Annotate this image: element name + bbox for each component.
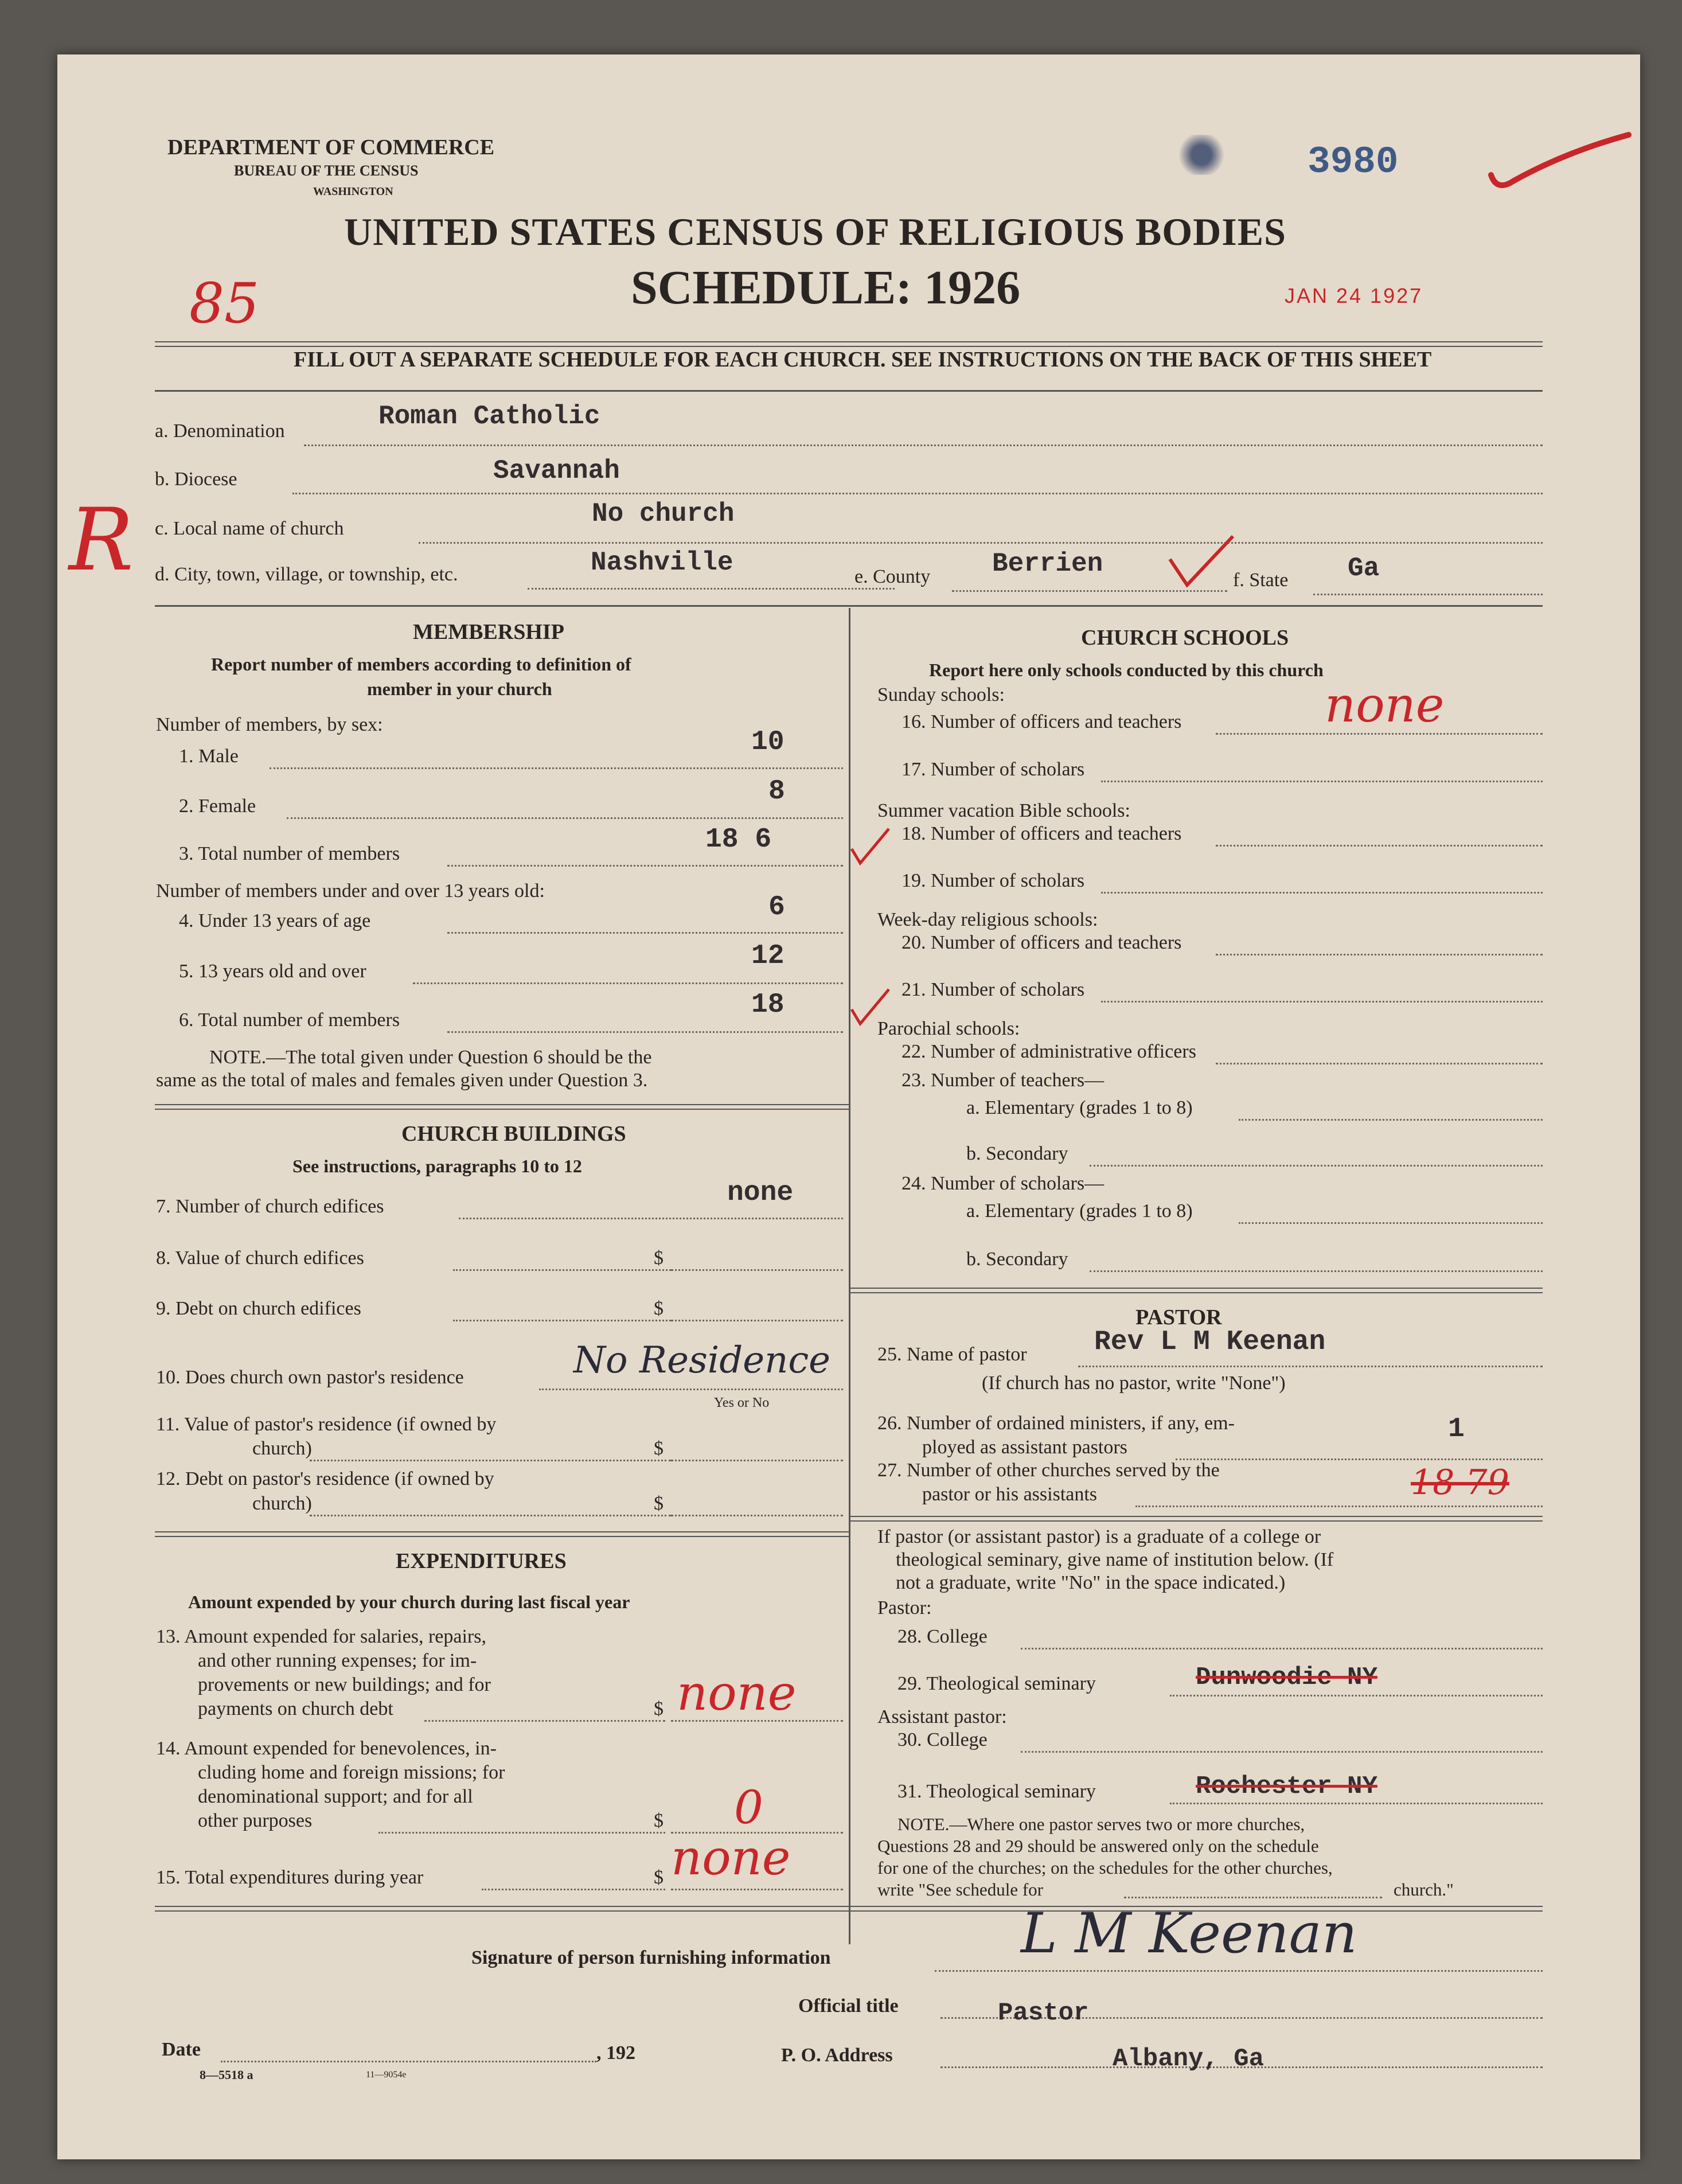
- official-title-label: Official title: [798, 1995, 899, 2017]
- q9-line: [453, 1320, 671, 1321]
- county-value: Berrien: [992, 549, 1103, 579]
- q11-amount-line: [671, 1460, 843, 1461]
- q17-label: 17. Number of scholars: [902, 759, 1085, 780]
- q3-label: 3. Total number of members: [179, 843, 400, 864]
- schools-rule: [850, 1288, 1543, 1293]
- diocese-line: [292, 493, 1543, 494]
- q25-line: [1078, 1366, 1543, 1367]
- q7-label: 7. Number of church edifices: [156, 1196, 384, 1217]
- q22-label: 22. Number of administrative officers: [902, 1041, 1196, 1062]
- membership-note-2: same as the total of males and females given under Question 3.: [156, 1070, 648, 1091]
- q24-label: 24. Number of scholars—: [902, 1173, 1105, 1194]
- q4-value: 6: [768, 892, 785, 923]
- q25-note: (If church has no pastor, write "None"): [982, 1372, 1286, 1394]
- assistant-pastor-label: Assistant pastor:: [877, 1706, 1007, 1727]
- check-mark-icon: [1480, 123, 1640, 198]
- q1-line: [270, 767, 843, 769]
- graduate-note-2: theological seminary, give name of institution below. (If: [896, 1549, 1334, 1570]
- pastor-note-4: write "See schedule for: [877, 1879, 1043, 1900]
- received-date-stamp: JAN 24 1927: [1285, 284, 1423, 307]
- buildings-subtitle: See instructions, paragraphs 10 to 12: [292, 1156, 582, 1176]
- q1-value: 10: [751, 727, 785, 758]
- q8-label: 8. Value of church edifices: [156, 1247, 364, 1269]
- q18-line: [1216, 845, 1543, 847]
- q6-value: 18: [751, 989, 785, 1020]
- q11-label-2: church): [252, 1438, 312, 1459]
- q25-value: Rev L M Keenan: [1094, 1327, 1326, 1358]
- members-by-age-label: Number of members under and over 13 years old:: [156, 880, 545, 902]
- q12-line: [310, 1515, 671, 1516]
- q13-value: none: [677, 1665, 797, 1721]
- q24b-line: [1090, 1270, 1543, 1272]
- q4-label: 4. Under 13 years of age: [179, 910, 371, 931]
- q16-value: none: [1325, 677, 1445, 733]
- q6-line: [447, 1031, 843, 1033]
- q2-line: [287, 817, 843, 819]
- q29-label: 29. Theological seminary: [897, 1673, 1096, 1694]
- membership-note: NOTE.—The total given under Question 6 should be the: [209, 1047, 652, 1068]
- q2-label: 2. Female: [179, 795, 256, 817]
- date-label: Date: [162, 2039, 201, 2060]
- section-rule: [155, 605, 1543, 607]
- membership-subtitle-2: member in your church: [367, 678, 552, 699]
- q27-label: 27. Number of other churches served by the: [877, 1460, 1220, 1481]
- q21-line: [1101, 1001, 1543, 1003]
- q23b-line: [1090, 1165, 1543, 1167]
- q10-value: No Residence: [573, 1339, 831, 1382]
- form-title: UNITED STATES CENSUS OF RELIGIOUS BODIES: [344, 210, 1286, 253]
- bureau-heading: BUREAU OF THE CENSUS: [234, 162, 419, 179]
- q12-label-2: church): [252, 1493, 312, 1514]
- q24a-label: a. Elementary (grades 1 to 8): [966, 1200, 1193, 1222]
- expenditures-subtitle: Amount expended by your church during last fiscal year: [188, 1592, 630, 1612]
- city-heading: WASHINGTON: [313, 185, 393, 198]
- church-name-label: c. Local name of church: [155, 518, 344, 539]
- signature-label: Signature of person furnishing information: [471, 1947, 831, 1968]
- pastor-note: NOTE.—Where one pastor serves two or more churches,: [897, 1814, 1305, 1834]
- official-title-value: Pastor: [998, 1999, 1089, 2027]
- q23a-label: a. Elementary (grades 1 to 8): [966, 1097, 1193, 1118]
- q14-label-2: cluding home and foreign missions; for: [198, 1762, 505, 1783]
- q5-line: [413, 982, 843, 984]
- q14-dollar: $: [654, 1810, 664, 1831]
- expenditures-title: EXPENDITURES: [396, 1549, 567, 1573]
- q7-line: [459, 1218, 843, 1219]
- margin-mark: R: [69, 490, 134, 590]
- q20-label: 20. Number of officers and teachers: [902, 932, 1182, 953]
- q13-line: [424, 1720, 665, 1722]
- pastor-title: PASTOR: [1135, 1305, 1222, 1329]
- q10-label: 10. Does church own pastor's residence: [156, 1367, 464, 1388]
- q5-label: 5. 13 years old and over: [179, 961, 366, 982]
- schools-title: CHURCH SCHOOLS: [1081, 626, 1289, 650]
- q9-amount-line: [671, 1320, 843, 1321]
- q14-value: 0: [734, 1781, 763, 1834]
- diocese-label: b. Diocese: [155, 469, 237, 490]
- diocese-value: Savannah: [493, 456, 620, 486]
- membership-subtitle: Report number of members according to definition of: [211, 654, 631, 674]
- q28-label: 28. College: [897, 1626, 988, 1647]
- parochial-schools-label: Parochial schools:: [877, 1018, 1020, 1039]
- pastor-note-5: church.": [1394, 1879, 1454, 1900]
- q13-label-2: and other running expenses; for im-: [198, 1650, 477, 1671]
- instruction-banner: FILL OUT A SEPARATE SCHEDULE FOR EACH CHURCH. SEE INSTRUCTIONS ON THE BACK OF THIS SHEET: [294, 348, 1432, 372]
- denomination-value: Roman Catholic: [378, 401, 600, 431]
- state-line: [1313, 594, 1543, 595]
- check-mark-icon: [1164, 531, 1244, 594]
- graduate-note: If pastor (or assistant pastor) is a graduate of a college or: [877, 1526, 1321, 1547]
- q9-label: 9. Debt on church edifices: [156, 1298, 361, 1319]
- q29-line: [1170, 1695, 1543, 1696]
- q18-label: 18. Number of officers and teachers: [902, 823, 1182, 844]
- q11-dollar: $: [654, 1438, 664, 1459]
- pastor-note-2: Questions 28 and 29 should be answered only on the schedule: [877, 1836, 1319, 1856]
- q14-label: 14. Amount expended for benevolences, in-: [156, 1738, 497, 1759]
- q13-label: 13. Amount expended for salaries, repairs,: [156, 1626, 486, 1647]
- q22-line: [1216, 1063, 1543, 1064]
- signature: L M Keenan: [1021, 1901, 1357, 1965]
- q19-line: [1101, 892, 1543, 894]
- q26-value: 1: [1448, 1414, 1465, 1445]
- banner-rule: [155, 390, 1543, 392]
- q21-label: 21. Number of scholars: [902, 979, 1085, 1000]
- q23-label: 23. Number of teachers—: [902, 1070, 1105, 1091]
- check-mark-icon: [849, 823, 895, 869]
- buildings-rule: [155, 1531, 849, 1537]
- state-value: Ga: [1348, 553, 1380, 583]
- q20-line: [1216, 954, 1543, 955]
- sunday-schools-label: Sunday schools:: [877, 684, 1005, 705]
- print-number: 11—9054e: [366, 2070, 407, 2080]
- q19-label: 19. Number of scholars: [902, 870, 1085, 891]
- q30-label: 30. College: [897, 1729, 988, 1750]
- yes-no-hint: Yes or No: [714, 1395, 770, 1410]
- signature-line: [935, 1970, 1543, 1972]
- q13-label-3: provements or new buildings; and for: [198, 1674, 491, 1695]
- members-by-sex-label: Number of members, by sex:: [156, 714, 383, 735]
- membership-title: MEMBERSHIP: [413, 620, 564, 644]
- q13-label-4: payments on church debt: [198, 1698, 393, 1719]
- q27-label-2: pastor or his assistants: [922, 1484, 1098, 1505]
- q26-line: [1176, 1458, 1543, 1460]
- q30-line: [1021, 1751, 1543, 1753]
- stamp-number: 3980: [1308, 141, 1399, 184]
- handwritten-number: 85: [189, 271, 260, 336]
- q12-label: 12. Debt on pastor's residence (if owned by: [156, 1468, 494, 1489]
- department-heading: DEPARTMENT OF COMMERCE: [167, 135, 495, 159]
- q10-line: [539, 1389, 843, 1390]
- graduate-note-3: not a graduate, write "No" in the space indicated.): [896, 1572, 1286, 1593]
- q15-label: 15. Total expenditures during year: [156, 1867, 424, 1888]
- q2-value: 8: [768, 776, 785, 807]
- q29-value: Dunwoodie NY: [1196, 1663, 1377, 1692]
- q28-line: [1021, 1648, 1543, 1649]
- schools-subtitle: Report here only schools conducted by this church: [929, 660, 1324, 680]
- q26-label: 26. Number of ordained ministers, if any, em-: [877, 1413, 1235, 1434]
- state-label: f. State: [1233, 570, 1289, 591]
- q14-label-4: other purposes: [198, 1810, 313, 1831]
- buildings-title: CHURCH BUILDINGS: [401, 1122, 626, 1146]
- city-line: [528, 588, 895, 590]
- q31-label: 31. Theological seminary: [897, 1781, 1096, 1802]
- q11-label: 11. Value of pastor's residence (if owned by: [156, 1414, 497, 1435]
- q15-amount-line: [671, 1889, 843, 1890]
- q6-label: 6. Total number of members: [179, 1009, 400, 1031]
- q12-dollar: $: [654, 1493, 664, 1514]
- date-year: , 192: [596, 2042, 635, 2064]
- po-address-value: Albany, Ga: [1113, 2045, 1265, 2073]
- ink-blot: [1176, 135, 1227, 175]
- schedule-title: SCHEDULE: 1926: [631, 261, 1021, 314]
- q7-value: none: [727, 1177, 794, 1208]
- q9-dollar: $: [654, 1298, 664, 1319]
- q16-label: 16. Number of officers and teachers: [902, 711, 1182, 732]
- q1-label: 1. Male: [179, 746, 239, 767]
- po-address-label: P. O. Address: [781, 2045, 893, 2066]
- denomination-line: [304, 444, 1543, 446]
- q13-dollar: $: [654, 1698, 664, 1719]
- q14-line: [378, 1832, 665, 1834]
- column-divider: [849, 608, 850, 1944]
- q3-value: 18 6: [705, 824, 772, 855]
- q31-line: [1170, 1803, 1543, 1804]
- pastor-note-blank: [1124, 1897, 1382, 1898]
- q25-label: 25. Name of pastor: [877, 1344, 1027, 1365]
- membership-rule: [155, 1104, 849, 1110]
- county-label: e. County: [854, 566, 931, 587]
- q3-line: [447, 865, 843, 867]
- church-name-line: [419, 542, 1543, 544]
- q5-value: 12: [751, 941, 785, 972]
- q8-line: [453, 1269, 671, 1271]
- q27-line: [1135, 1506, 1543, 1507]
- weekday-schools-label: Week-day religious schools:: [877, 909, 1098, 930]
- city-label: d. City, town, village, or township, etc.: [155, 564, 458, 585]
- q23a-line: [1239, 1119, 1543, 1121]
- q11-line: [310, 1460, 671, 1461]
- q31-value: Rochester NY: [1196, 1772, 1377, 1801]
- census-form: [57, 54, 1640, 2159]
- pastor-note-3: for one of the churches; on the schedules for the other churches,: [877, 1858, 1333, 1878]
- city-value: Nashville: [591, 548, 733, 578]
- date-line: [221, 2061, 596, 2062]
- header-rule: [155, 341, 1543, 347]
- denomination-label: a. Denomination: [155, 420, 285, 442]
- q24b-label: b. Secondary: [966, 1249, 1068, 1270]
- church-name-value: No church: [592, 499, 735, 529]
- q23b-label: b. Secondary: [966, 1143, 1068, 1164]
- q15-value: none: [671, 1830, 791, 1886]
- q17-line: [1101, 781, 1543, 782]
- summer-schools-label: Summer vacation Bible schools:: [877, 800, 1130, 821]
- q12-amount-line: [671, 1515, 843, 1516]
- q8-amount-line: [671, 1269, 843, 1271]
- q15-dollar: $: [654, 1867, 664, 1888]
- q26-label-2: ployed as assistant pastors: [922, 1437, 1127, 1458]
- pastor-label: Pastor:: [877, 1597, 932, 1618]
- form-number: 8—5518 a: [200, 2068, 253, 2082]
- q8-dollar: $: [654, 1247, 664, 1269]
- q24a-line: [1239, 1222, 1543, 1224]
- q16-line: [1216, 733, 1543, 735]
- q27-value: 18 79: [1411, 1462, 1509, 1503]
- q15-line: [482, 1889, 665, 1890]
- q14-label-3: denominational support; and for all: [198, 1786, 473, 1807]
- q4-line: [447, 932, 843, 934]
- pastor-rule: [850, 1516, 1543, 1522]
